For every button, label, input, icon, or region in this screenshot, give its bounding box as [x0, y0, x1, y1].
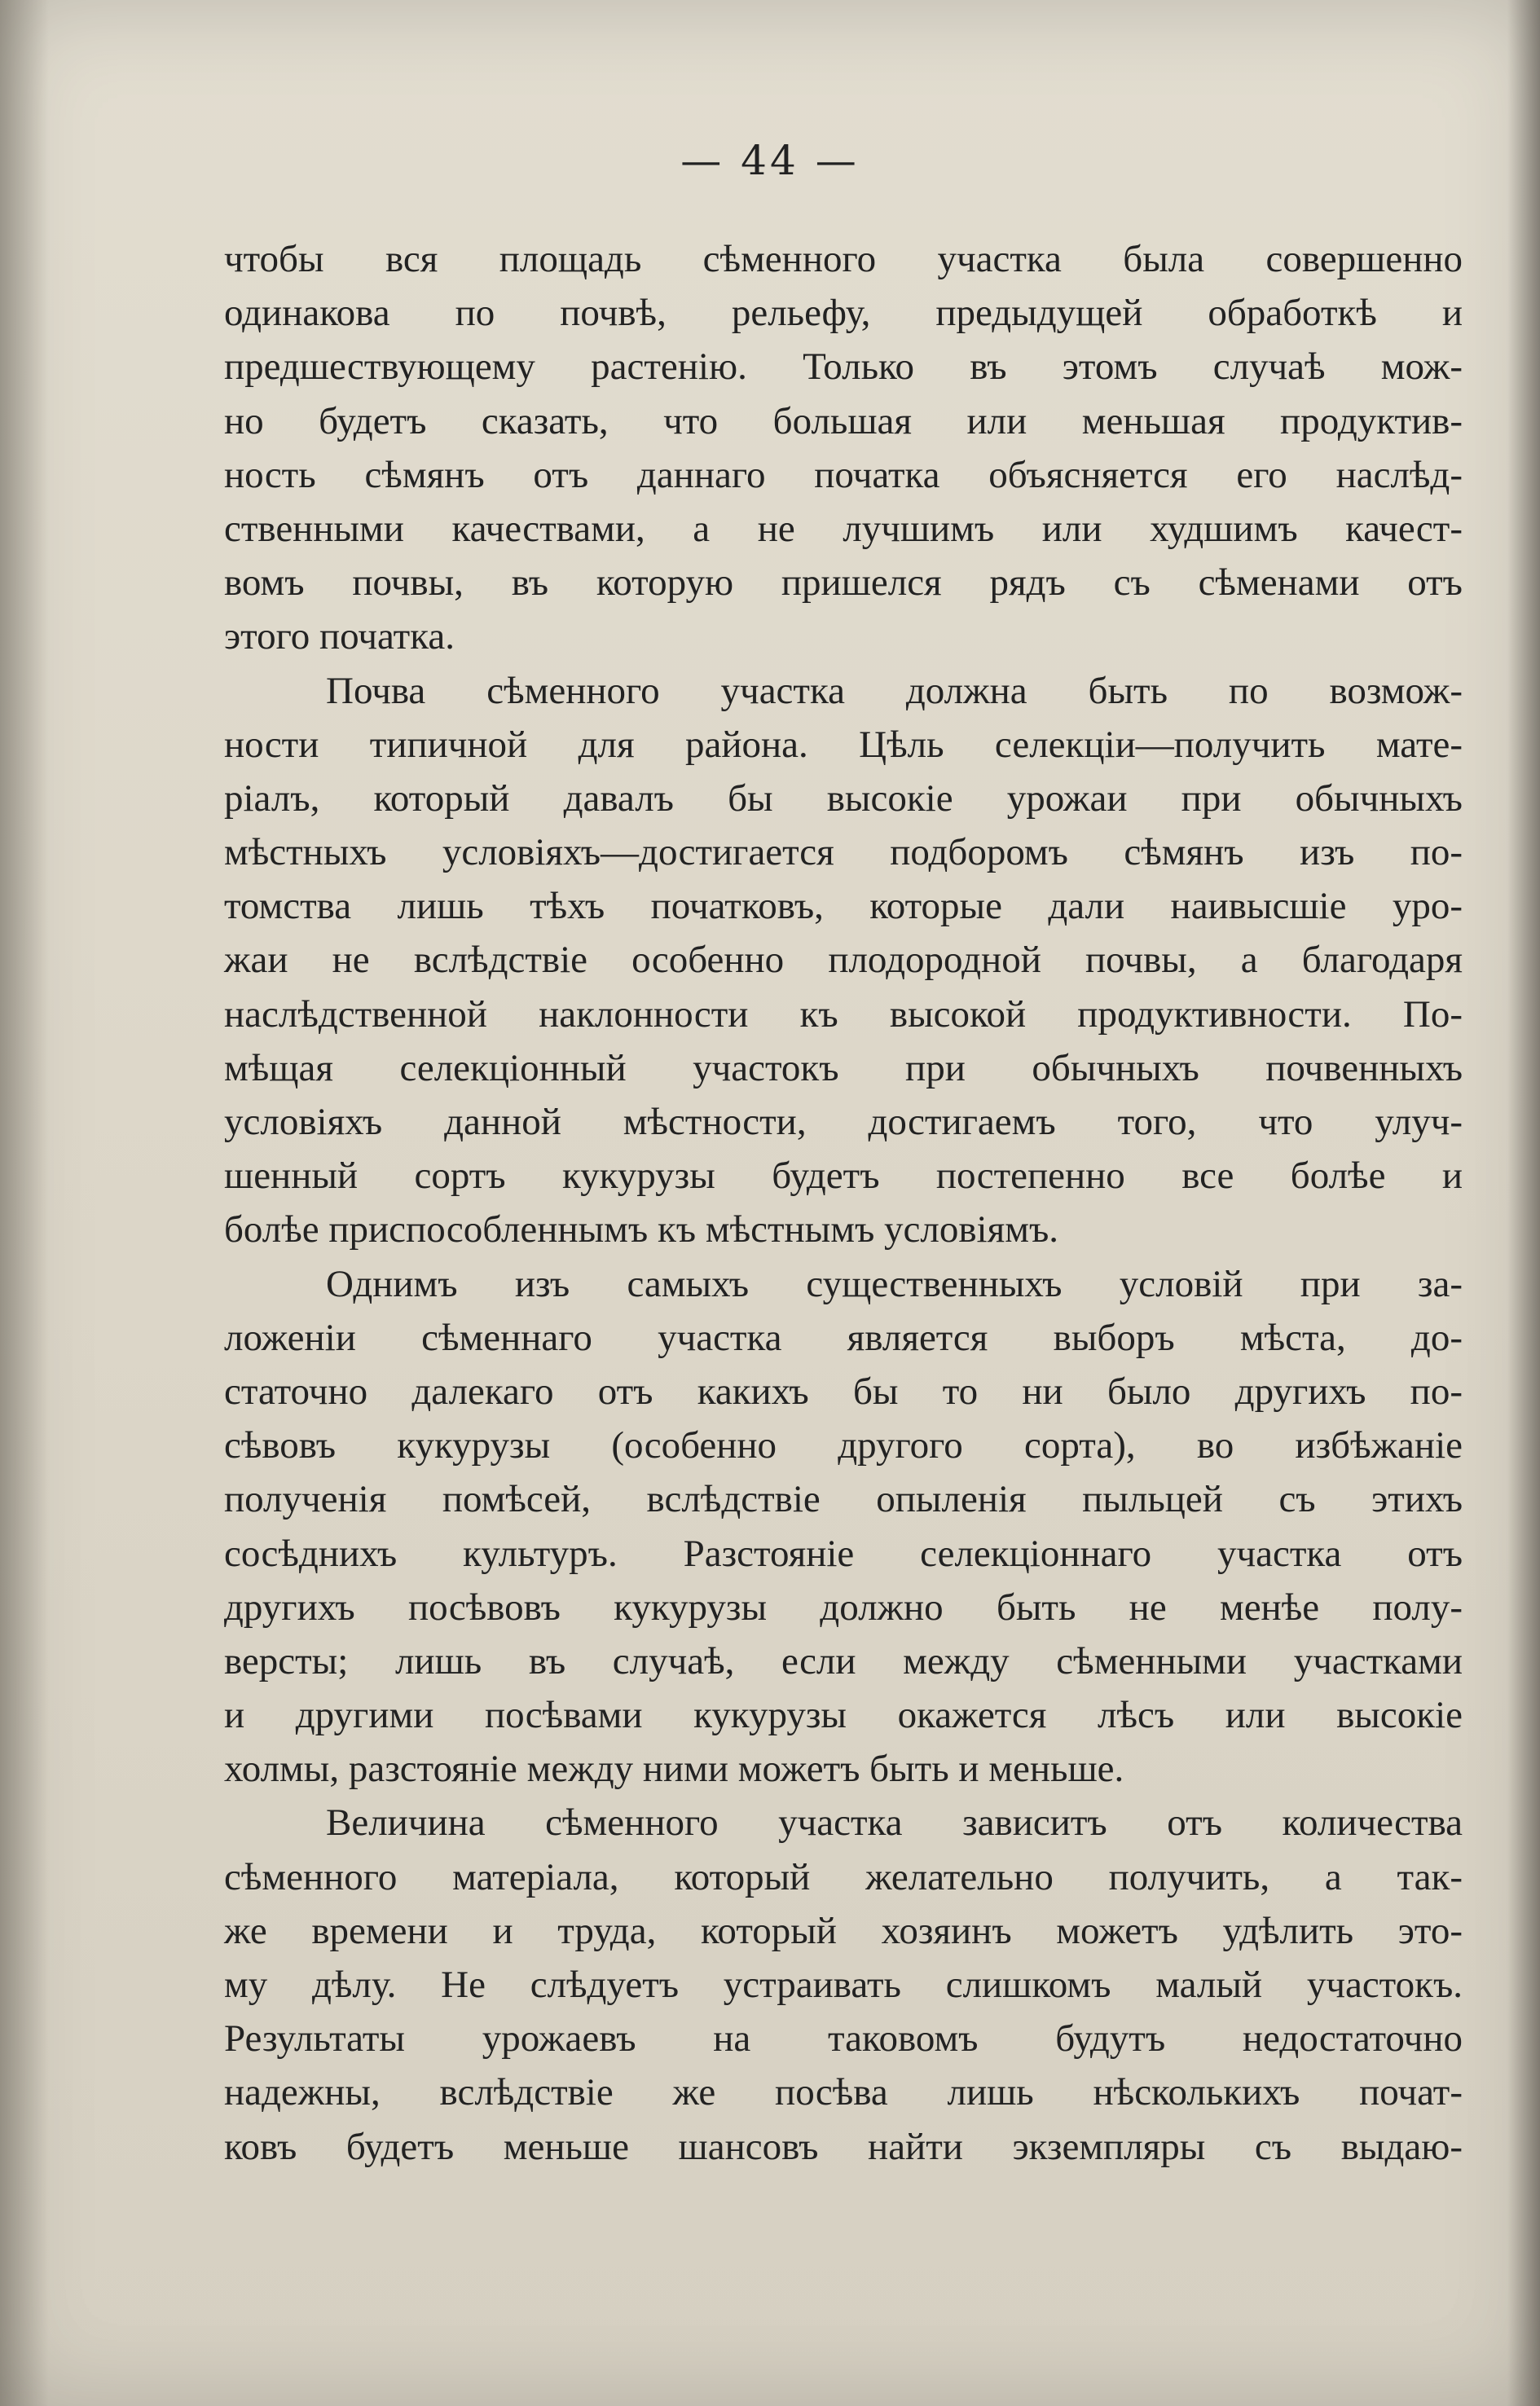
text-line: шенный сортъ кукурузы будетъ постепенно все болѣе и	[224, 1155, 1463, 1198]
text-line: вомъ почвы, въ которую пришелся рядъ съ сѣменами отъ	[224, 561, 1463, 605]
text-line: предшествующему растенію. Только въ этомъ случаѣ мож-	[224, 345, 1463, 389]
gutter-shadow	[0, 0, 49, 2406]
text-line: условіяхъ данной мѣстности, достигаемъ того, что улуч-	[224, 1101, 1463, 1143]
text-line: полученія помѣсей, вслѣдствіе опыленія пыльцей съ этихъ	[224, 1478, 1463, 1521]
text-line: ріалъ, который давалъ бы высокіе урожаи при обычныхъ	[224, 776, 1463, 820]
text-line: надежны, вслѣдствіе же посѣва лишь нѣсколькихъ почат-	[224, 2071, 1463, 2114]
text-line: сосѣднихъ культуръ. Разстояніе селекціоннаго участка отъ	[224, 1532, 1463, 1575]
text-line: другихъ посѣвовъ кукурузы должно быть не менѣе полу-	[224, 1586, 1463, 1629]
text-line: болѣе приспособленнымъ къ мѣстнымъ условіямъ.	[224, 1208, 1059, 1251]
text-line: чтобы вся площадь сѣменного участка была совершенно	[224, 238, 1463, 280]
text-line: и другими посѣвами кукурузы окажется лѣсъ или высокіе	[224, 1694, 1463, 1737]
text-line: ковъ будетъ меньше шансовъ найти экземпляры съ выдаю-	[224, 2125, 1463, 2168]
text-line: сѣвовъ кукурузы (особенно другого сорта), во избѣжаніе	[224, 1424, 1463, 1467]
text-line: но будетъ сказать, что большая или меньшая продуктив-	[224, 399, 1463, 442]
text-line: Результаты урожаевъ на таковомъ будутъ недостаточно	[224, 2017, 1463, 2061]
body-text	[224, 232, 1463, 2174]
text-line: томства лишь тѣхъ початковъ, которые дали наивысшіе уро-	[224, 885, 1463, 928]
text-line: же времени и труда, который хозяинъ можетъ удѣлить это-	[224, 1909, 1463, 1952]
text-line: этого початка.	[224, 615, 455, 658]
text-line: наслѣдственной наклонности къ высокой продуктивности. По-	[224, 992, 1463, 1036]
text-line: мѣстныхъ условіяхъ—достигается подборомъ сѣмянъ изъ по-	[224, 831, 1463, 874]
text-line: ственными качествами, а не лучшимъ или худшимъ качест-	[224, 507, 1463, 550]
text-line: ложеніи сѣменнаго участка является выборъ мѣста, до-	[224, 1316, 1463, 1359]
paragraph-start-line: Однимъ изъ самыхъ существенныхъ условій при за-	[326, 1262, 1463, 1305]
text-line: статочно далекаго отъ какихъ бы то ни было другихъ по-	[224, 1370, 1463, 1413]
paragraph-start-line: Величина сѣменного участка зависитъ отъ количества	[326, 1801, 1463, 1845]
paragraph-start-line: Почва сѣменного участка должна быть по возмож-	[326, 669, 1463, 712]
text-line: ность сѣмянъ отъ даннаго початка объясняется его наслѣд-	[224, 453, 1463, 496]
page-edge-shadow	[1507, 0, 1540, 2406]
page-number: — 44 —	[680, 137, 860, 184]
text-line: му дѣлу. Не слѣдуетъ устраивать слишкомъ малый участокъ.	[224, 1964, 1463, 2006]
text-line: сѣменного матеріала, который желательно получить, а так-	[224, 1855, 1463, 1898]
text-line: одинакова по почвѣ, рельефу, предыдущей обработкѣ и	[224, 292, 1463, 335]
text-line: холмы, разстояніе между ними можетъ быть и меньше.	[224, 1748, 1124, 1791]
text-line: версты; лишь въ случаѣ, если между сѣменными участками	[224, 1639, 1463, 1682]
text-line: жаи не вслѣдствіе особенно плодородной почвы, а благодаря	[224, 939, 1463, 982]
text-line: мѣщая селекціонный участокъ при обычныхъ почвенныхъ	[224, 1046, 1463, 1089]
text-line: ности типичной для района. Цѣль селекціи—получить мате-	[224, 723, 1463, 766]
